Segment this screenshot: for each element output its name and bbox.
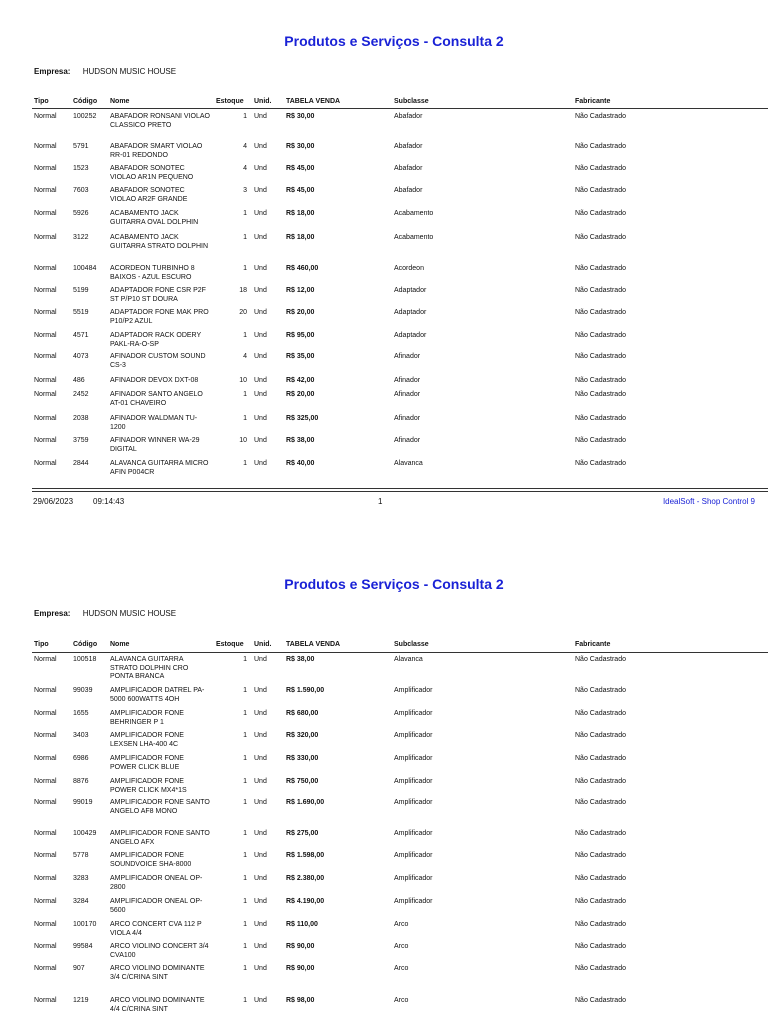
cell-tipo: Normal bbox=[34, 165, 57, 172]
cell-nome: ADAPTADOR FONE CSR P2F ST P/P10 ST DOURA bbox=[110, 287, 206, 303]
cell-fabricante: Não Cadastrado bbox=[575, 377, 626, 384]
cell-preco: R$ 330,00 bbox=[286, 755, 319, 762]
cell-tipo: Normal bbox=[34, 875, 57, 882]
cell-preco: R$ 38,00 bbox=[286, 437, 315, 444]
cell-estoque: 1 bbox=[243, 755, 247, 762]
cell-nome: ARCO VIOLINO DOMINANTE 4/4 C/CRINA SINT bbox=[110, 997, 205, 1013]
cell-fabricante: Não Cadastrado bbox=[575, 143, 626, 150]
software-brand: IdealSoft - Shop Control 9 bbox=[662, 497, 755, 506]
cell-tipo: Normal bbox=[34, 943, 57, 950]
cell-tipo: Normal bbox=[34, 265, 57, 272]
cell-unid: Und bbox=[254, 732, 267, 739]
cell-nome: ARCO VIOLINO CONCERT 3/4 CVA100 bbox=[110, 943, 209, 959]
header-divider bbox=[32, 652, 768, 653]
cell-unid: Und bbox=[254, 113, 267, 120]
cell-codigo: 100484 bbox=[73, 265, 97, 272]
company-name: HUDSON MUSIC HOUSE bbox=[82, 67, 177, 76]
cell-preco: R$ 2.380,00 bbox=[286, 875, 325, 882]
cell-unid: Und bbox=[254, 187, 267, 194]
col-codigo: Código bbox=[73, 641, 98, 648]
cell-preco: R$ 680,00 bbox=[286, 710, 319, 717]
cell-fabricante: Não Cadastrado bbox=[575, 265, 626, 272]
cell-codigo: 100170 bbox=[73, 921, 97, 928]
cell-nome: AFINADOR WALDMAN TU-1200 bbox=[110, 415, 198, 431]
cell-estoque: 1 bbox=[243, 852, 247, 859]
cell-subclasse: Abafador bbox=[394, 113, 423, 120]
cell-preco: R$ 95,00 bbox=[286, 332, 315, 339]
cell-preco: R$ 18,00 bbox=[286, 210, 315, 217]
cell-nome: AFINADOR WINNER WA-29 DIGITAL bbox=[110, 437, 200, 453]
cell-preco: R$ 275,00 bbox=[286, 830, 319, 837]
cell-codigo: 5926 bbox=[73, 210, 89, 217]
cell-tipo: Normal bbox=[34, 143, 57, 150]
col-subclasse: Subclasse bbox=[394, 98, 429, 105]
cell-tipo: Normal bbox=[34, 377, 57, 384]
cell-tipo: Normal bbox=[34, 965, 57, 972]
cell-codigo: 486 bbox=[73, 377, 85, 384]
cell-preco: R$ 110,00 bbox=[286, 921, 318, 928]
cell-unid: Und bbox=[254, 799, 267, 806]
cell-fabricante: Não Cadastrado bbox=[575, 113, 626, 120]
cell-subclasse: Amplificador bbox=[394, 687, 433, 694]
cell-estoque: 1 bbox=[243, 921, 247, 928]
cell-estoque: 18 bbox=[239, 287, 247, 294]
cell-unid: Und bbox=[254, 687, 267, 694]
cell-preco: R$ 90,00 bbox=[286, 965, 315, 972]
page-number: 1 bbox=[378, 497, 383, 506]
cell-tipo: Normal bbox=[34, 799, 57, 806]
cell-subclasse: Afinador bbox=[394, 415, 421, 422]
cell-codigo: 3283 bbox=[73, 875, 89, 882]
cell-fabricante: Não Cadastrado bbox=[575, 353, 626, 360]
cell-unid: Und bbox=[254, 710, 267, 717]
cell-unid: Und bbox=[254, 460, 267, 467]
cell-subclasse: Abafador bbox=[394, 165, 423, 172]
cell-tipo: Normal bbox=[34, 234, 57, 241]
cell-fabricante: Não Cadastrado bbox=[575, 234, 626, 241]
cell-estoque: 10 bbox=[239, 437, 247, 444]
cell-tipo: Normal bbox=[34, 460, 57, 467]
cell-estoque: 1 bbox=[243, 210, 247, 217]
cell-estoque: 4 bbox=[243, 353, 247, 360]
cell-unid: Und bbox=[254, 415, 267, 422]
cell-tipo: Normal bbox=[34, 210, 57, 217]
cell-codigo: 99039 bbox=[73, 687, 93, 694]
cell-tipo: Normal bbox=[34, 287, 57, 294]
col-nome: Nome bbox=[110, 98, 130, 105]
cell-estoque: 1 bbox=[243, 997, 247, 1004]
cell-estoque: 3 bbox=[243, 187, 247, 194]
cell-subclasse: Alavanca bbox=[394, 460, 423, 467]
cell-unid: Und bbox=[254, 656, 267, 663]
cell-nome: AMPLIFICADOR FONE BEHRINGER P 1 bbox=[110, 710, 184, 726]
cell-codigo: 2038 bbox=[73, 415, 89, 422]
cell-preco: R$ 4.190,00 bbox=[286, 898, 325, 905]
cell-preco: R$ 45,00 bbox=[286, 165, 315, 172]
cell-codigo: 1655 bbox=[73, 710, 89, 717]
cell-unid: Und bbox=[254, 309, 267, 316]
cell-codigo: 100252 bbox=[73, 113, 97, 120]
col-fabricante: Fabricante bbox=[575, 641, 611, 648]
cell-estoque: 1 bbox=[243, 875, 247, 882]
cell-nome: AMPLIFICADOR ONEAL OP-5600 bbox=[110, 898, 203, 914]
cell-preco: R$ 325,00 bbox=[286, 415, 319, 422]
cell-preco: R$ 20,00 bbox=[286, 391, 315, 398]
cell-preco: R$ 1.590,00 bbox=[286, 687, 325, 694]
cell-subclasse: Amplificador bbox=[394, 755, 433, 762]
cell-fabricante: Não Cadastrado bbox=[575, 755, 626, 762]
cell-tipo: Normal bbox=[34, 113, 57, 120]
col-tipo: Tipo bbox=[34, 641, 49, 648]
cell-subclasse: Amplificador bbox=[394, 778, 433, 785]
cell-codigo: 8876 bbox=[73, 778, 89, 785]
cell-unid: Und bbox=[254, 210, 267, 217]
cell-subclasse: Amplificador bbox=[394, 710, 433, 717]
cell-nome: ACABAMENTO JACK GUITARRA OVAL DOLPHIN bbox=[110, 210, 199, 226]
cell-preco: R$ 320,00 bbox=[286, 732, 319, 739]
report-title: Produtos e Serviços - Consulta 2 bbox=[284, 33, 504, 49]
cell-nome: ABAFADOR SMART VIOLAO RR-01 REDONDO bbox=[110, 143, 203, 159]
cell-unid: Und bbox=[254, 332, 267, 339]
company-line bbox=[34, 609, 176, 618]
cell-preco: R$ 20,00 bbox=[286, 309, 315, 316]
cell-nome: ABAFADOR SONOTEC VIOLAO AR2F GRANDE bbox=[110, 187, 188, 203]
cell-subclasse: Acordeon bbox=[394, 265, 424, 272]
cell-fabricante: Não Cadastrado bbox=[575, 921, 626, 928]
cell-tipo: Normal bbox=[34, 353, 57, 360]
cell-fabricante: Não Cadastrado bbox=[575, 415, 626, 422]
cell-nome: ADAPTADOR RACK ODERY PAKL-RA-O-SP bbox=[110, 332, 202, 348]
cell-fabricante: Não Cadastrado bbox=[575, 875, 626, 882]
cell-unid: Und bbox=[254, 377, 267, 384]
cell-codigo: 1523 bbox=[73, 165, 89, 172]
cell-preco: R$ 40,00 bbox=[286, 460, 315, 467]
cell-unid: Und bbox=[254, 391, 267, 398]
cell-codigo: 4073 bbox=[73, 353, 89, 360]
cell-codigo: 5791 bbox=[73, 143, 89, 150]
cell-subclasse: Adaptador bbox=[394, 309, 427, 316]
cell-preco: R$ 12,00 bbox=[286, 287, 315, 294]
cell-codigo: 4571 bbox=[73, 332, 89, 339]
cell-estoque: 1 bbox=[243, 830, 247, 837]
cell-preco: R$ 98,00 bbox=[286, 997, 315, 1004]
cell-estoque: 1 bbox=[243, 687, 247, 694]
cell-codigo: 3284 bbox=[73, 898, 89, 905]
cell-unid: Und bbox=[254, 165, 267, 172]
col-estoque: Estoque bbox=[216, 98, 244, 105]
cell-fabricante: Não Cadastrado bbox=[575, 287, 626, 294]
cell-estoque: 1 bbox=[243, 732, 247, 739]
cell-fabricante: Não Cadastrado bbox=[575, 656, 626, 663]
cell-nome: AMPLIFICADOR FONE LEXSEN LHA-400 4C bbox=[110, 732, 184, 748]
cell-nome: ACORDEON TURBINHO 8 BAIXOS - AZUL ESCURO bbox=[110, 265, 195, 281]
cell-unid: Und bbox=[254, 965, 267, 972]
cell-nome: AMPLIFICADOR FONE SOUNDVOICE SHA-8000 bbox=[110, 852, 192, 868]
cell-unid: Und bbox=[254, 353, 267, 360]
cell-unid: Und bbox=[254, 943, 267, 950]
cell-tipo: Normal bbox=[34, 830, 57, 837]
cell-tipo: Normal bbox=[34, 898, 57, 905]
cell-codigo: 3759 bbox=[73, 437, 89, 444]
cell-subclasse: Acabamento bbox=[394, 234, 434, 241]
col-nome: Nome bbox=[110, 641, 130, 648]
cell-estoque: 1 bbox=[243, 778, 247, 785]
cell-nome: ACABAMENTO JACK GUITARRA STRATO DOLPHIN bbox=[110, 234, 209, 250]
cell-estoque: 1 bbox=[243, 113, 247, 120]
cell-subclasse: Arco bbox=[394, 997, 409, 1004]
cell-subclasse: Abafador bbox=[394, 143, 423, 150]
report-title: Produtos e Serviços - Consulta 2 bbox=[284, 576, 504, 592]
cell-preco: R$ 45,00 bbox=[286, 187, 315, 194]
cell-unid: Und bbox=[254, 778, 267, 785]
cell-estoque: 1 bbox=[243, 799, 247, 806]
cell-tipo: Normal bbox=[34, 710, 57, 717]
cell-preco: R$ 460,00 bbox=[286, 265, 319, 272]
cell-codigo: 7603 bbox=[73, 187, 89, 194]
cell-fabricante: Não Cadastrado bbox=[575, 210, 626, 217]
cell-unid: Und bbox=[254, 287, 267, 294]
company-label: Empresa: bbox=[34, 609, 71, 618]
cell-tipo: Normal bbox=[34, 332, 57, 339]
cell-tipo: Normal bbox=[34, 415, 57, 422]
cell-nome: ARCO VIOLINO DOMINANTE 3/4 C/CRINA SINT bbox=[110, 965, 205, 981]
cell-nome: ADAPTADOR FONE MAK PRO P10/P2 AZUL bbox=[110, 309, 209, 325]
cell-unid: Und bbox=[254, 852, 267, 859]
cell-nome: AFINADOR DEVOX DXT-08 bbox=[110, 377, 199, 384]
cell-fabricante: Não Cadastrado bbox=[575, 187, 626, 194]
cell-preco: R$ 30,00 bbox=[286, 143, 315, 150]
cell-fabricante: Não Cadastrado bbox=[575, 830, 626, 837]
cell-preco: R$ 90,00 bbox=[286, 943, 315, 950]
cell-codigo: 907 bbox=[73, 965, 85, 972]
cell-subclasse: Amplificador bbox=[394, 898, 433, 905]
cell-unid: Und bbox=[254, 830, 267, 837]
cell-codigo: 3403 bbox=[73, 732, 89, 739]
cell-estoque: 1 bbox=[243, 332, 247, 339]
cell-nome: ARCO CONCERT CVA 112 P VIOLA 4/4 bbox=[110, 921, 202, 937]
cell-fabricante: Não Cadastrado bbox=[575, 732, 626, 739]
cell-codigo: 5519 bbox=[73, 309, 89, 316]
cell-unid: Und bbox=[254, 265, 267, 272]
cell-subclasse: Acabamento bbox=[394, 210, 434, 217]
cell-fabricante: Não Cadastrado bbox=[575, 898, 626, 905]
cell-codigo: 99019 bbox=[73, 799, 93, 806]
cell-preco: R$ 38,00 bbox=[286, 656, 315, 663]
cell-unid: Und bbox=[254, 755, 267, 762]
cell-nome: AMPLIFICADOR ONEAL OP-2800 bbox=[110, 875, 203, 891]
cell-codigo: 100518 bbox=[73, 656, 97, 663]
cell-subclasse: Amplificador bbox=[394, 799, 433, 806]
cell-subclasse: Arco bbox=[394, 965, 409, 972]
cell-unid: Und bbox=[254, 898, 267, 905]
cell-tipo: Normal bbox=[34, 391, 57, 398]
col-subclasse: Subclasse bbox=[394, 641, 429, 648]
cell-tipo: Normal bbox=[34, 921, 57, 928]
cell-preco: R$ 1.598,00 bbox=[286, 852, 325, 859]
cell-preco: R$ 18,00 bbox=[286, 234, 315, 241]
cell-unid: Und bbox=[254, 997, 267, 1004]
cell-codigo: 5199 bbox=[73, 287, 89, 294]
col-unid: Unid. bbox=[254, 641, 272, 648]
cell-subclasse: Amplificador bbox=[394, 830, 433, 837]
cell-nome: ALAVANCA GUITARRA MICRO AFIN P004CR bbox=[110, 460, 209, 476]
col-estoque: Estoque bbox=[216, 641, 244, 648]
cell-tipo: Normal bbox=[34, 852, 57, 859]
col-codigo: Código bbox=[73, 98, 98, 105]
cell-fabricante: Não Cadastrado bbox=[575, 799, 626, 806]
cell-estoque: 4 bbox=[243, 143, 247, 150]
cell-fabricante: Não Cadastrado bbox=[575, 437, 626, 444]
cell-fabricante: Não Cadastrado bbox=[575, 309, 626, 316]
cell-subclasse: Arco bbox=[394, 921, 409, 928]
cell-fabricante: Não Cadastrado bbox=[575, 943, 626, 950]
cell-codigo: 5778 bbox=[73, 852, 89, 859]
print-time: 09:14:43 bbox=[93, 497, 125, 506]
cell-subclasse: Adaptador bbox=[394, 287, 427, 294]
cell-subclasse: Abafador bbox=[394, 187, 423, 194]
cell-subclasse: Afinador bbox=[394, 437, 421, 444]
cell-fabricante: Não Cadastrado bbox=[575, 997, 626, 1004]
col-unid: Unid. bbox=[254, 98, 272, 105]
cell-estoque: 1 bbox=[243, 415, 247, 422]
cell-tipo: Normal bbox=[34, 656, 57, 663]
cell-estoque: 10 bbox=[239, 377, 247, 384]
cell-nome: ABAFADOR SONOTEC VIOLAO AR1N PEQUENO bbox=[110, 165, 194, 181]
cell-subclasse: Afinador bbox=[394, 391, 421, 398]
cell-tipo: Normal bbox=[34, 997, 57, 1004]
cell-estoque: 1 bbox=[243, 965, 247, 972]
cell-nome: ABAFADOR RONSANI VIOLAO CLASSICO PRETO bbox=[110, 113, 210, 129]
cell-preco: R$ 750,00 bbox=[286, 778, 319, 785]
cell-estoque: 1 bbox=[243, 656, 247, 663]
cell-preco: R$ 35,00 bbox=[286, 353, 315, 360]
cell-unid: Und bbox=[254, 143, 267, 150]
cell-estoque: 20 bbox=[239, 309, 247, 316]
col-tipo: Tipo bbox=[34, 98, 49, 105]
cell-nome: AMPLIFICADOR FONE SANTO ANGELO AF8 MONO bbox=[110, 799, 210, 815]
cell-estoque: 1 bbox=[243, 898, 247, 905]
cell-nome: ALAVANCA GUITARRA STRATO DOLPHIN CRO PONTA BRANCA bbox=[110, 656, 189, 681]
cell-nome: AFINADOR CUSTOM SOUND CS-3 bbox=[110, 353, 206, 369]
cell-tipo: Normal bbox=[34, 309, 57, 316]
company-name: HUDSON MUSIC HOUSE bbox=[82, 609, 177, 618]
cell-tipo: Normal bbox=[34, 778, 57, 785]
cell-tipo: Normal bbox=[34, 437, 57, 444]
cell-nome: AMPLIFICADOR FONE POWER CLICK MX4*1S bbox=[110, 778, 187, 794]
col-tabela: TABELA VENDA bbox=[286, 98, 341, 105]
cell-codigo: 100429 bbox=[73, 830, 97, 837]
cell-estoque: 1 bbox=[243, 460, 247, 467]
cell-subclasse: Adaptador bbox=[394, 332, 427, 339]
cell-fabricante: Não Cadastrado bbox=[575, 460, 626, 467]
cell-estoque: 1 bbox=[243, 234, 247, 241]
cell-subclasse: Amplificador bbox=[394, 852, 433, 859]
cell-fabricante: Não Cadastrado bbox=[575, 965, 626, 972]
cell-unid: Und bbox=[254, 437, 267, 444]
cell-tipo: Normal bbox=[34, 687, 57, 694]
cell-nome: AMPLIFICADOR FONE POWER CLICK BLUE bbox=[110, 755, 184, 771]
cell-nome: AMPLIFICADOR FONE SANTO ANGELO AFX bbox=[110, 830, 210, 846]
cell-subclasse: Afinador bbox=[394, 377, 421, 384]
cell-estoque: 4 bbox=[243, 165, 247, 172]
cell-subclasse: Amplificador bbox=[394, 732, 433, 739]
cell-estoque: 1 bbox=[243, 265, 247, 272]
cell-subclasse: Alavanca bbox=[394, 656, 423, 663]
cell-subclasse: Arco bbox=[394, 943, 409, 950]
cell-codigo: 6986 bbox=[73, 755, 89, 762]
cell-nome: AMPLIFICADOR DATREL PA-5000 600WATTS 4OH bbox=[110, 687, 205, 703]
company-label: Empresa: bbox=[34, 67, 71, 76]
cell-codigo: 2452 bbox=[73, 391, 89, 398]
cell-fabricante: Não Cadastrado bbox=[575, 165, 626, 172]
cell-subclasse: Amplificador bbox=[394, 875, 433, 882]
cell-estoque: 1 bbox=[243, 943, 247, 950]
cell-fabricante: Não Cadastrado bbox=[575, 778, 626, 785]
cell-codigo: 1219 bbox=[73, 997, 89, 1004]
cell-nome: AFINADOR SANTO ANGELO AT-01 CHAVEIRO bbox=[110, 391, 203, 407]
cell-codigo: 99584 bbox=[73, 943, 93, 950]
cell-unid: Und bbox=[254, 234, 267, 241]
cell-preco: R$ 30,00 bbox=[286, 113, 315, 120]
cell-preco: R$ 1.690,00 bbox=[286, 799, 325, 806]
cell-unid: Und bbox=[254, 875, 267, 882]
col-tabela: TABELA VENDA bbox=[286, 641, 341, 648]
cell-tipo: Normal bbox=[34, 732, 57, 739]
print-date: 29/06/2023 bbox=[33, 497, 74, 506]
cell-preco: R$ 42,00 bbox=[286, 377, 315, 384]
cell-codigo: 2844 bbox=[73, 460, 89, 467]
cell-fabricante: Não Cadastrado bbox=[575, 391, 626, 398]
cell-unid: Und bbox=[254, 921, 267, 928]
cell-fabricante: Não Cadastrado bbox=[575, 332, 626, 339]
cell-estoque: 1 bbox=[243, 710, 247, 717]
cell-subclasse: Afinador bbox=[394, 353, 421, 360]
cell-fabricante: Não Cadastrado bbox=[575, 710, 626, 717]
cell-fabricante: Não Cadastrado bbox=[575, 852, 626, 859]
col-fabricante: Fabricante bbox=[575, 98, 611, 105]
cell-tipo: Normal bbox=[34, 755, 57, 762]
cell-codigo: 3122 bbox=[73, 234, 89, 241]
cell-tipo: Normal bbox=[34, 187, 57, 194]
cell-fabricante: Não Cadastrado bbox=[575, 687, 626, 694]
cell-estoque: 1 bbox=[243, 391, 247, 398]
